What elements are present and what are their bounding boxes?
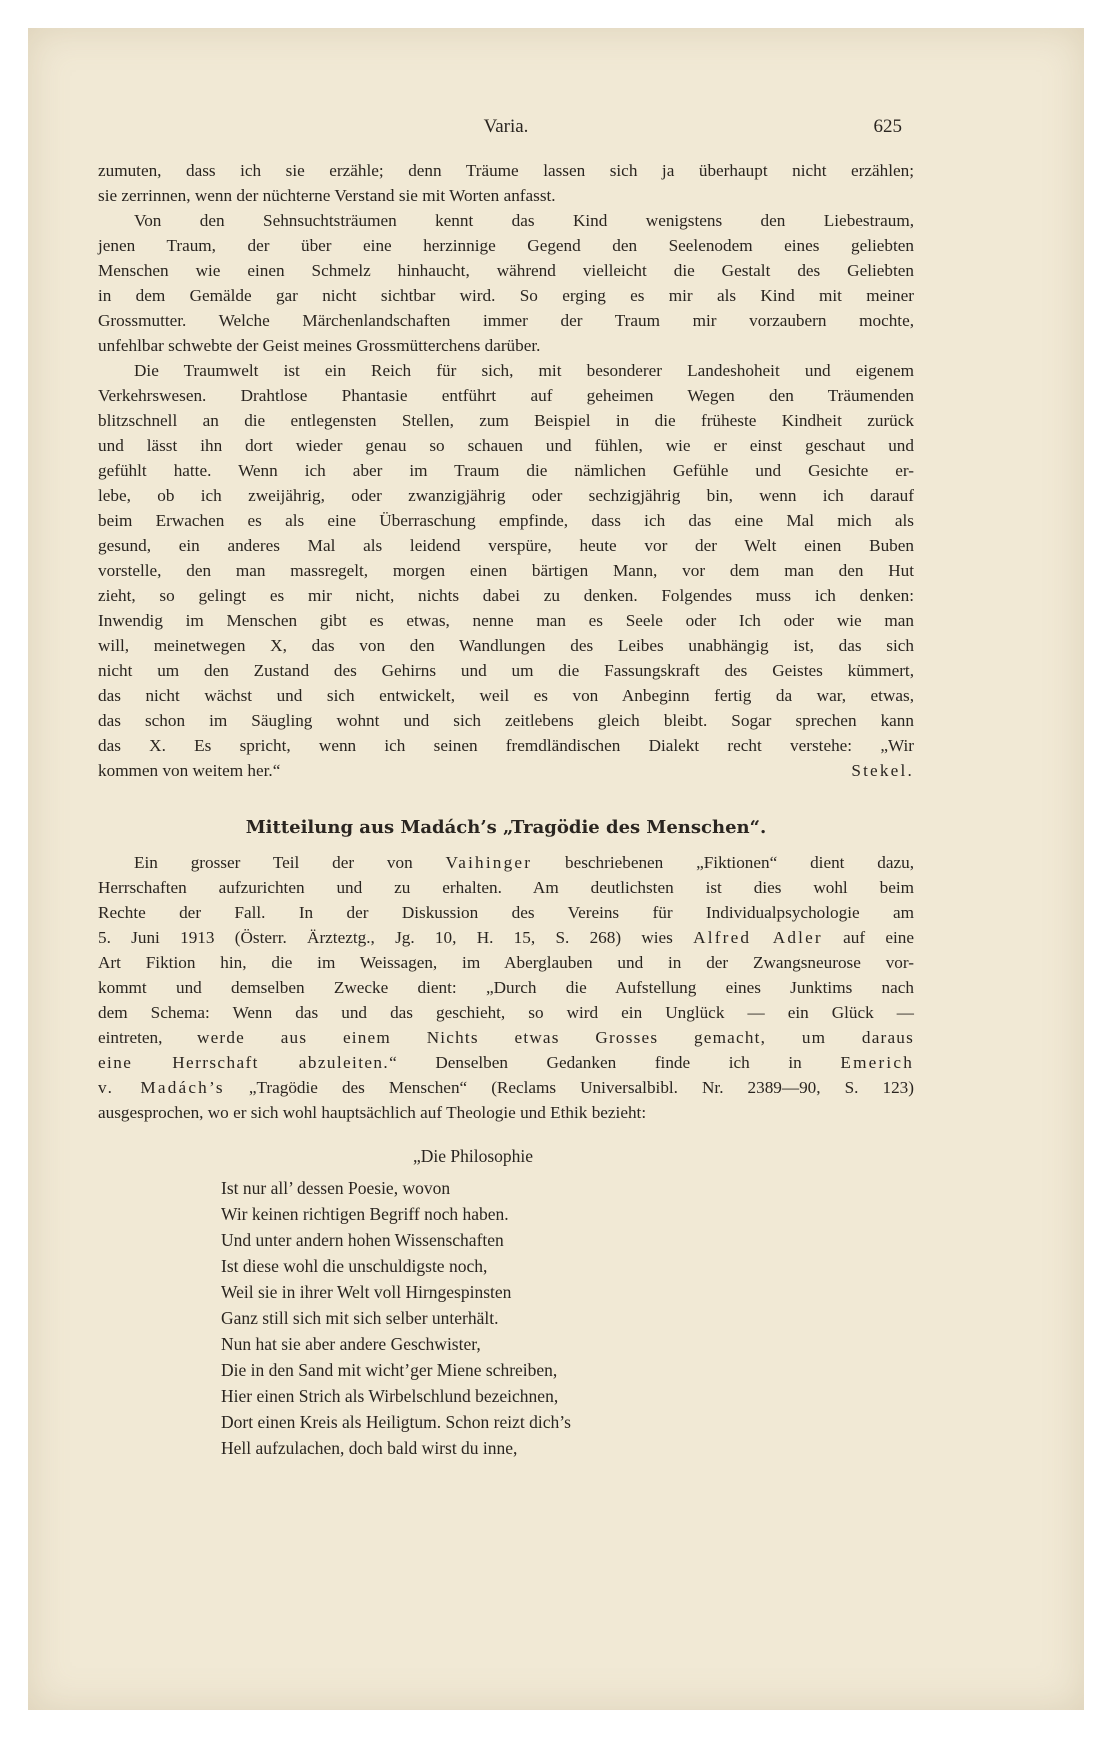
text-line: gefühlt hatte. Wenn ich aber im Traum die nämlichen Gefühle und Gesichte er- (98, 461, 914, 480)
text-line: Von den Sehnsuchtsträumen kennt das Kind wenigstens den Liebestraum, (134, 211, 914, 230)
text-line: Verkehrswesen. Drahtlose Phantasie entführt auf geheimen Wegen den Träumenden (98, 386, 914, 405)
text-fragment: “ Denselben Gedanken finde ich in (389, 1053, 841, 1072)
text-line: will, meinetwegen X, das von den Wandlungen des Leibes unabhängig ist, das sich (98, 636, 914, 655)
page-content (98, 116, 914, 1461)
section-title: Mitteilung aus Madách’s „Tragödie des Menschen“. (245, 817, 767, 838)
text-line: das schon im Säugling wohnt und sich zeitlebens gleich bleibt. Sogar sprechen kann (98, 711, 914, 730)
text-line (98, 850, 914, 875)
running-head (98, 116, 914, 146)
author-name-emerich: Emerich (840, 1053, 915, 1072)
text-line: ausgesprochen, wo er sich wohl hauptsächlich auf Theologie und Ethik bezieht: (98, 1103, 647, 1122)
scanned-page (28, 28, 1084, 1710)
text-line: zumuten, dass ich sie erzähle; denn Träume lassen sich ja überhaupt nicht erzählen; (98, 161, 914, 180)
author-name-madach: v. Madách’s (98, 1078, 225, 1097)
text-line: zieht, so gelingt es mir nicht, nichts dabei zu denken. Folgendes muss ich denken: (98, 586, 914, 605)
text-line: sie zerrinnen, wenn der nüchterne Verstand sie mit Worten anfasst. (98, 186, 556, 205)
poem-line: Ist nur all’ dessen Poesie, wovon (221, 1178, 451, 1198)
poem-line: Und unter andern hohen Wissenschaften (221, 1230, 504, 1250)
poem-quotation (221, 1143, 914, 1461)
text-line: kommt und demselben Zwecke dient: „Durch die Aufstellung eines Junktims nach (98, 978, 914, 997)
text-line: Inwendig im Menschen gibt es etwas, nenne man es Seele oder Ich oder wie man (98, 611, 914, 630)
text-fragment: auf eine (822, 928, 914, 947)
author-name-vaihinger: Vaihinger (445, 853, 533, 872)
signature-line (98, 758, 914, 783)
poem-line: Die in den Sand mit wicht’ger Miene schreiben, (221, 1360, 558, 1380)
text-line: nicht um den Zustand des Gehirns und um die Fassungskraft des Geistes kümmert, (98, 661, 914, 680)
poem-line: Dort einen Kreis als Heiligtum. Schon reizt dich’s (221, 1412, 571, 1432)
text-line: unfehlbar schwebte der Geist meines Grossmütterchens darüber. (98, 336, 541, 355)
text-fragment: eintreten, (98, 1028, 197, 1047)
text-line: Grossmutter. Welche Märchenlandschaften immer der Traum mir vorzaubern mochte, (98, 311, 914, 330)
text-line: gesund, ein anderes Mal als leidend verspüre, heute vor der Welt einen Buben (98, 536, 914, 555)
page-number: 625 (873, 116, 902, 137)
text-line (98, 1050, 914, 1075)
paragraph-continuation (98, 158, 914, 208)
paragraph-sehnsuchtstraeume (98, 208, 914, 358)
text-line-end: kommen von weitem her.“ (98, 761, 281, 780)
text-fragment: Ein grosser Teil der von (134, 853, 446, 872)
text-line: das nicht wächst und sich entwickelt, weil es von Anbeginn fertig da war, etwas, (98, 686, 914, 705)
paragraph-mitteilung (98, 850, 914, 1125)
emphasized-text: eine Herrschaft abzuleiten. (98, 1053, 390, 1072)
text-line: Herrschaften aufzurichten und zu erhalten. Am deutlichsten ist dies wohl beim (98, 878, 914, 897)
text-line: Menschen wie einen Schmelz hinhaucht, während vielleicht die Gestalt des Geliebten (98, 261, 914, 280)
poem-line: Weil sie in ihrer Welt voll Hirngespinsten (221, 1282, 512, 1302)
text-line: blitzschnell an die entlegensten Stellen, zum Beispiel in die früheste Kindheit zurück (98, 411, 914, 430)
running-title: Varia. (483, 116, 529, 137)
text-line: vorstelle, den man massregelt, morgen einen bärtigen Mann, vor dem man den Hut (98, 561, 914, 580)
poem-line: Nun hat sie aber andere Geschwister, (221, 1334, 481, 1354)
author-name-adler: Alfred Adler (693, 928, 823, 947)
text-line: dem Schema: Wenn das und das geschieht, so wird ein Unglück — ein Glück — (98, 1003, 914, 1022)
text-line: lebe, ob ich zweijährig, oder zwanzigjährig oder sechzigjährig bin, wenn ich darauf (98, 486, 914, 505)
text-fragment: 5. Juni 1913 (Österr. Ärzteztg., Jg. 10, H. 15, S. 268) wies (98, 928, 694, 947)
text-line: beim Erwachen es als eine Überraschung empfinde, dass ich das eine Mal mich als (98, 511, 914, 530)
poem-line: Ganz still sich mit sich selber unterhält. (221, 1308, 499, 1328)
author-signature: Stekel. (851, 761, 914, 780)
text-line (98, 1025, 914, 1050)
poem-line: Wir keinen richtigen Begriff noch haben. (221, 1204, 509, 1224)
text-line: Die Traumwelt ist ein Reich für sich, mit besonderer Landeshoheit und eigenem (134, 361, 914, 380)
text-fragment: „Tragödie des Menschen“ (Reclams Universalbibl. Nr. 2389—90, S. 123) (224, 1078, 914, 1097)
text-line: das X. Es spricht, wenn ich seinen fremdländischen Dialekt recht verstehe: „Wir (98, 736, 914, 755)
poem-line: Hier einen Strich als Wirbelschlund bezeichnen, (221, 1386, 559, 1406)
text-line: Art Fiktion hin, die im Weissagen, im Aberglauben und in der Zwangsneurose vor- (98, 953, 914, 972)
poem-line: Ist diese wohl die unschuldigste noch, (221, 1256, 488, 1276)
paragraph-traumwelt (98, 358, 914, 783)
text-line (98, 1075, 914, 1100)
text-line: in dem Gemälde gar nicht sichtbar wird. So erging es mir als Kind mit meiner (98, 286, 914, 305)
text-line (98, 925, 914, 950)
text-line: jenen Traum, der über eine herzinnige Gegend den Seelenodem eines geliebten (98, 236, 914, 255)
poem-head: „Die Philosophie (413, 1146, 534, 1166)
text-line: Rechte der Fall. In der Diskussion des Vereins für Individualpsychologie am (98, 903, 914, 922)
emphasized-text: werde aus einem Nichts etwas Grosses gemacht, um daraus (196, 1028, 914, 1047)
poem-line: Hell aufzulachen, doch bald wirst du inne, (221, 1438, 518, 1458)
text-line: und lässt ihn dort wieder genau so schauen und fühlen, wie er einst geschaut und (98, 436, 914, 455)
text-fragment: beschriebenen „Fiktionen“ dient dazu, (532, 853, 915, 872)
